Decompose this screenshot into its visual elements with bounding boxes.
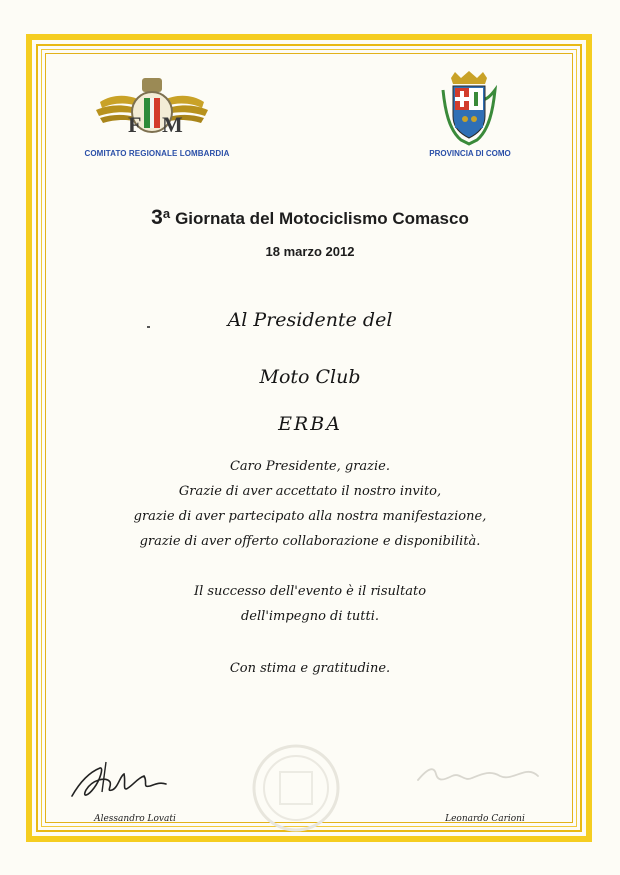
recipient-line-2: Moto Club [259, 366, 361, 388]
message-line: Caro Presidente, grazie. [229, 459, 391, 474]
message-line: Il successo dell'evento è il risultato [193, 584, 427, 599]
embossed-seal-icon [250, 742, 342, 834]
right-organization-name: PROVINCIA DI COMO [429, 149, 511, 158]
recipient-line-3: ERBA [278, 413, 342, 435]
event-date: 18 marzo 2012 [265, 244, 355, 259]
right-signatory-name: Leonardo Carioni [445, 814, 525, 824]
fmi-logo-icon [92, 72, 212, 148]
message-line: dell'impegno di tutti. [240, 609, 379, 624]
message-line: grazie di aver partecipato alla nostra manifestazione, [133, 509, 487, 524]
closing-line: Con stima e gratitudine. [229, 661, 391, 676]
left-signature-icon [66, 752, 190, 808]
left-organization-name: COMITATO REGIONALE LOMBARDIA [84, 149, 230, 158]
svg-text:F: F [128, 112, 142, 137]
message-line: grazie di aver offerto collaborazione e disponibilità. [139, 534, 481, 549]
event-title [60, 206, 560, 230]
message-line: Grazie di aver accettato il nostro invito, [178, 484, 442, 499]
recipient-line-1: Al Presidente del [227, 309, 393, 331]
svg-text:M: M [162, 112, 183, 137]
gold-frame-inner [45, 53, 573, 823]
coat-of-arms-icon [441, 70, 497, 146]
event-edition-number: 3 [151, 206, 163, 229]
right-signature-icon [412, 754, 542, 794]
event-title-text: Giornata del Motociclismo Comasco [175, 209, 469, 228]
event-edition-suffix: a [162, 206, 171, 221]
left-signatory-name: Alessandro Lovati [94, 814, 176, 824]
